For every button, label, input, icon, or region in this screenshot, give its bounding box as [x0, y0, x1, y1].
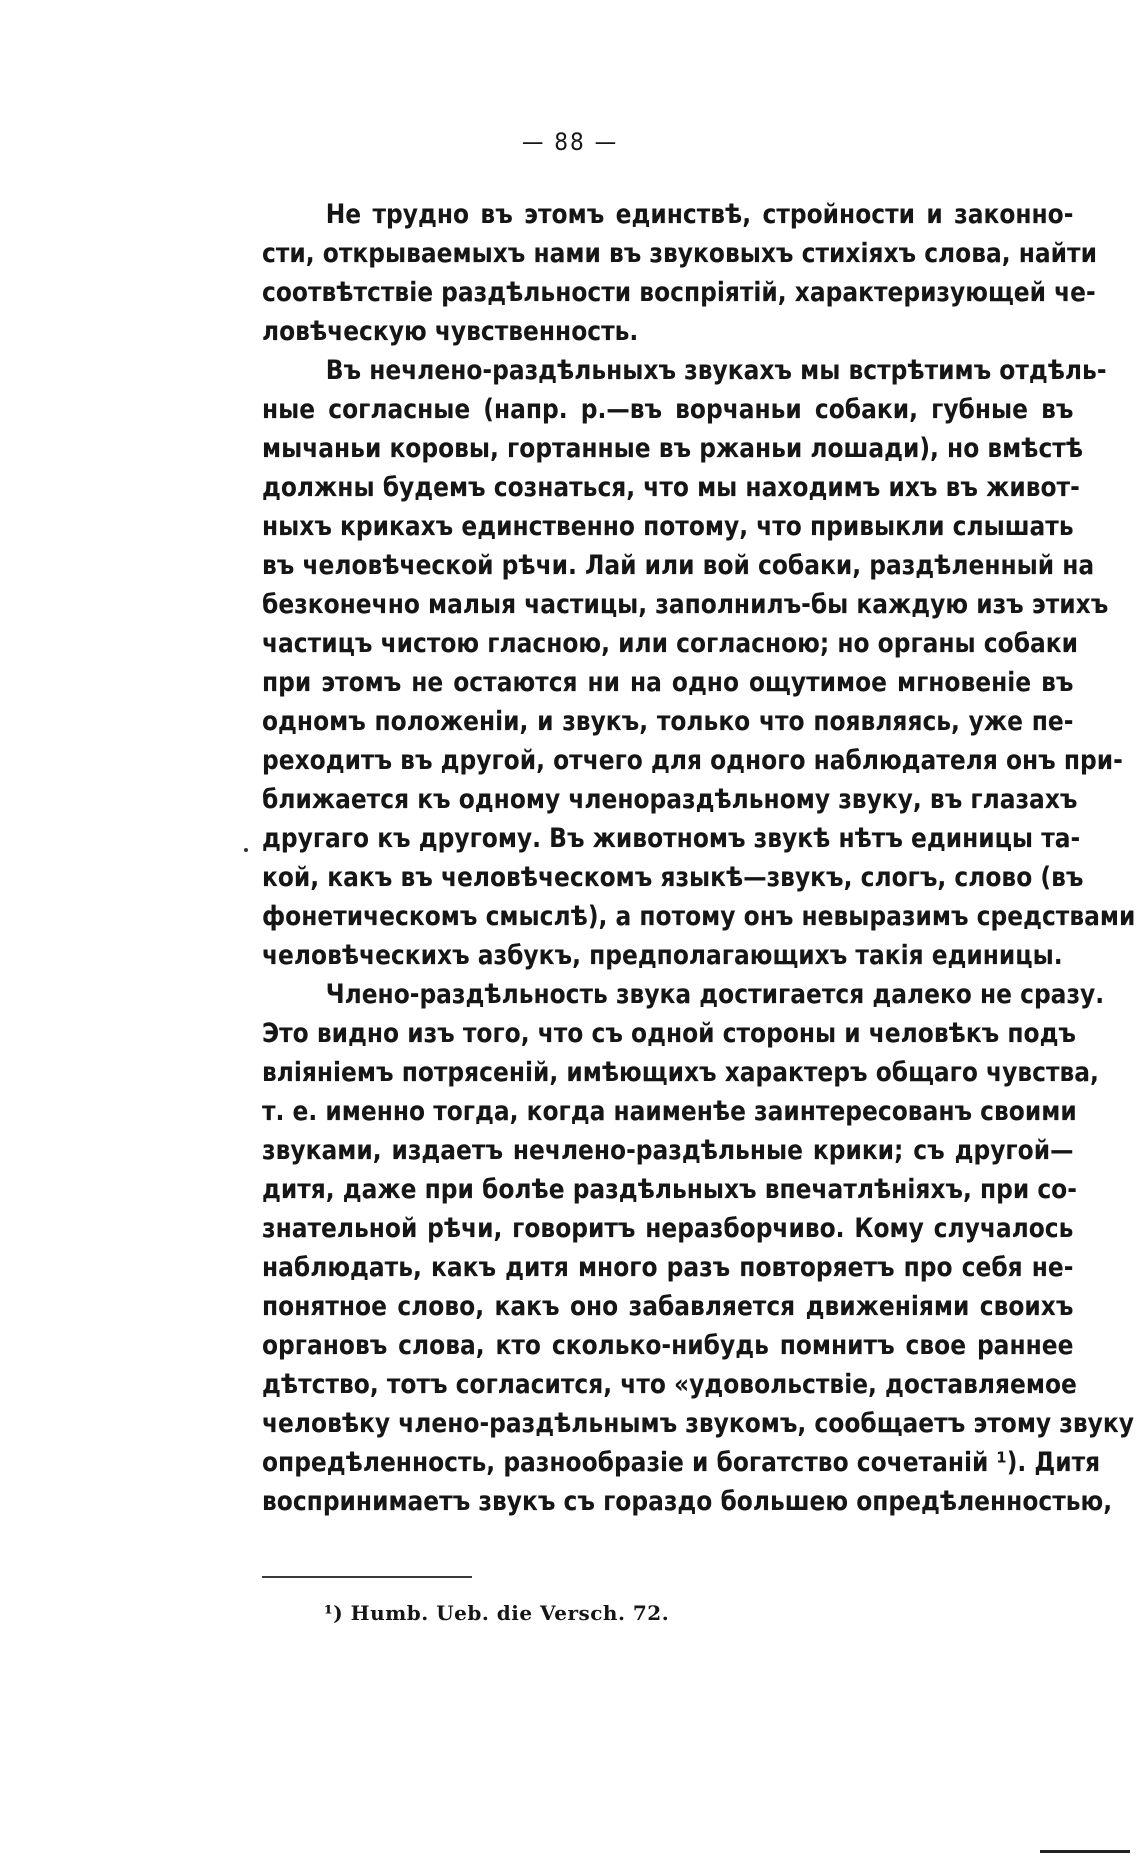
- text-line: Члено-раздѣльность звука достигается далеко не сразу.: [325, 979, 1105, 1010]
- text-line: опредѣленность, разнообразіе и богатство сочетаній ¹). Дитя: [262, 1447, 1101, 1478]
- text-line: Это видно изъ того, что съ одной стороны и человѣкъ подъ: [262, 1018, 1076, 1049]
- text-line: т. е. именно тогда, когда наименѣе заинтересованъ своими: [262, 1096, 1077, 1127]
- text-line: вліяніемъ потрясеній, имѣющихъ характеръ общаго чувства,: [262, 1057, 1099, 1088]
- text-line: при этомъ не остаются ни на одно ощутимое мгновеніе въ: [262, 667, 1074, 698]
- text-line: соотвѣтствіе раздѣльности воспріятій, характеризующей че-: [262, 277, 1096, 308]
- text-line: наблюдать, какъ дитя много разъ повторяетъ про себя не-: [262, 1252, 1074, 1283]
- text-line: сти, открываемыхъ нами въ звуковыхъ стихіяхъ слова, найти: [262, 238, 1097, 269]
- page-number: — 88 —: [521, 128, 619, 156]
- text-line: дѣтство, тотъ согласится, что «удовольствіе, доставляемое: [262, 1369, 1077, 1400]
- text-line: мычаньи коровы, гортанные въ ржаньи лошади), но вмѣстѣ: [262, 433, 1084, 464]
- text-line: Въ нечлено-раздѣльныхъ звукахъ мы встрѣтимъ отдѣль-: [325, 355, 1107, 386]
- footnote: ¹) Humb. Ueb. die Versch. 72.: [324, 1601, 670, 1625]
- text-line: должны будемъ сознаться, что мы находимъ ихъ въ живот-: [262, 472, 1080, 503]
- text-line: безконечно малыя частицы, заполнилъ-бы каждую изъ этихъ: [262, 589, 1109, 620]
- text-line: знательной рѣчи, говоритъ неразборчиво. Кому случалось: [262, 1213, 1074, 1244]
- text-line: ные согласные (напр. р.—въ ворчаньи собаки, губные въ: [262, 394, 1074, 425]
- footnote-divider: [262, 1576, 472, 1578]
- text-line: фонетическомъ смыслѣ), а потому онъ невыразимъ средствами: [262, 901, 1136, 932]
- text-line: понятное слово, какъ оно забавляется движеніями своихъ: [262, 1291, 1074, 1322]
- text-line: реходитъ въ другой, отчего для одного наблюдателя онъ при-: [262, 745, 1123, 776]
- text-line: ближается къ одному членораздѣльному звуку, въ глазахъ: [262, 784, 1078, 815]
- text-line: кой, какъ въ человѣческомъ языкѣ—звукъ, слогъ, слово (въ: [262, 862, 1084, 893]
- text-line: человѣку члено-раздѣльнымъ звукомъ, сообщаетъ этому звуку: [262, 1408, 1134, 1439]
- scan-edge-mark: [1040, 1850, 1130, 1853]
- text-line: воспринимаетъ звукъ съ гораздо большею опредѣленностью,: [262, 1486, 1113, 1517]
- text-line: звуками, издаетъ нечлено-раздѣльные крики; съ другой—: [262, 1135, 1074, 1166]
- text-line: ловѣческую чувственность.: [262, 316, 639, 347]
- margin-dot: [244, 848, 248, 852]
- text-line: органовъ слова, кто сколько-нибудь помнитъ свое раннее: [262, 1330, 1074, 1361]
- text-line: частицъ чистою гласною, или согласною; но органы собаки: [262, 628, 1079, 659]
- text-line: дитя, даже при болѣе раздѣльныхъ впечатлѣніяхъ, при со-: [262, 1174, 1077, 1205]
- text-line: одномъ положеніи, и звукъ, только что появляясь, уже пе-: [262, 706, 1074, 737]
- text-line: другаго къ другому. Въ животномъ звукѣ нѣтъ единицы та-: [262, 823, 1081, 854]
- body-text: [262, 195, 1136, 1521]
- text-line: Не трудно въ этомъ единствѣ, стройности и законно-: [325, 199, 1074, 230]
- text-line: въ человѣческой рѣчи. Лай или вой собаки, раздѣленный на: [262, 550, 1095, 581]
- text-line: человѣческихъ азбукъ, предполагающихъ такія единицы.: [262, 940, 1063, 971]
- text-line: ныхъ крикахъ единственно потому, что привыкли слышать: [262, 511, 1074, 542]
